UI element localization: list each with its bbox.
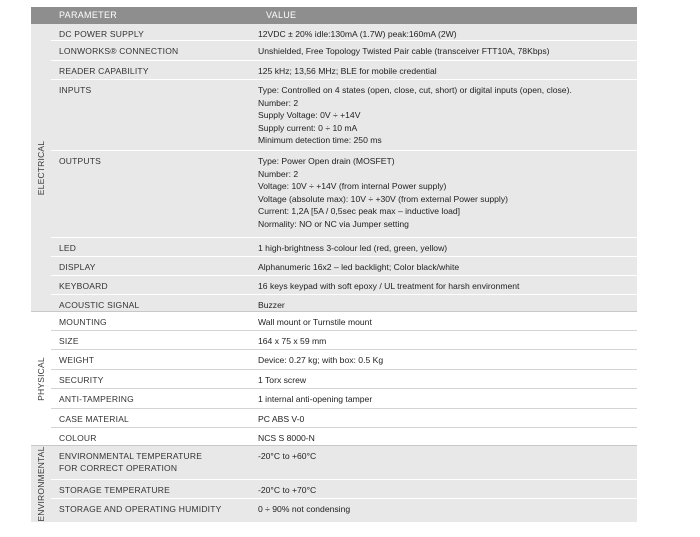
table-row [51,427,637,445]
value-line: Type: Controlled on 4 states (open, close, cut, short) or digital inputs (open, close). [258,85,572,95]
param-name: DISPLAY [59,262,96,272]
param-name: WEIGHT [59,355,95,365]
param-name: CASE MATERIAL [59,414,129,424]
table-header [31,7,637,24]
param-value [258,41,637,60]
value-line: 125 kHz; 13,56 MHz; BLE for mobile credential [258,66,437,76]
table-row [51,237,637,256]
param-value [258,257,637,275]
value-line: Normality: NO or NC via Jumper setting [258,218,409,229]
value-line: 1 high-brightness 3-colour led (red, green, yellow) [258,243,448,253]
value-line: 16 keys keypad with soft epoxy / UL treatment for harsh environment [258,281,520,291]
spec-table [31,7,637,522]
value-line: Wall mount or Turnstile mount [258,317,372,327]
param-name: ANTI-TAMPERING [59,394,134,404]
param-value [258,428,637,445]
value-line: 0 ÷ 90% not condensing [258,504,351,514]
value-line: Minimum detection time: 250 ms [258,135,382,145]
section-environmental [31,445,637,522]
value-line: PC ABS V-0 [258,414,305,424]
param-name: SIZE [59,336,79,346]
param-value [258,312,637,330]
value-line: Buzzer [258,300,285,310]
table-row [51,479,637,498]
table-row [51,275,637,294]
section-label-box [31,446,51,522]
value-line: Current: 1,2A [5A / 0,5sec peak max – inductive load] [258,206,461,216]
value-line: Alphanumeric 16x2 – led backlight; Color black/white [258,262,460,272]
param-name: COLOUR [59,433,97,443]
value-line: Unshielded, Free Topology Twisted Pair cable (transceiver FTT10A, 78Kbps) [258,46,550,56]
value-line: 164 x 75 x 59 mm [258,336,327,346]
param-value [258,151,637,237]
table-row [51,150,637,237]
table-row [51,60,637,79]
param-name: OUTPUTS [59,156,102,166]
table-row [51,79,637,150]
param-value [258,295,637,311]
param-name: INPUTS [59,85,92,95]
value-line: Voltage (absolute max): 10V ÷ +30V (from external Power supply) [258,193,508,204]
section-label: ENVIRONMENTAL [36,446,46,522]
value-line: Voltage: 10V ÷ +14V (from internal Power supply) [258,181,447,191]
value-line: -20°C to +60°C [258,451,317,461]
param-name: STORAGE TEMPERATURE [59,485,171,495]
param-value [258,276,637,294]
table-row [51,256,637,275]
table-row [51,330,637,349]
section-label: ELECTRICAL [36,140,46,195]
value-line: 12VDC ± 20% idle:130mA (1.7W) peak:160mA (2W) [258,29,457,39]
value-line: 1 internal anti-opening tamper [258,394,373,404]
param-value [258,331,637,349]
section-label-box [31,312,51,445]
header-parameter: PARAMETER [59,10,118,20]
value-line: -20°C to +70°C [258,485,317,495]
param-value [258,409,637,427]
value-line: 1 Torx screw [258,375,307,385]
value-line: Device: 0.27 kg; with box: 0.5 Kg [258,355,384,365]
param-value [258,446,637,479]
param-value [258,350,637,369]
section-electrical [31,24,637,311]
param-value [258,80,637,150]
table-row [51,349,637,369]
header-value: VALUE [266,10,297,20]
param-value [258,24,637,40]
param-name: KEYBOARD [59,281,108,291]
param-value [258,499,637,522]
section-physical [31,311,637,445]
section-label-box [31,24,51,311]
param-value [258,480,637,498]
value-line: NCS S 8000-N [258,433,315,443]
param-name: DC POWER SUPPLY [59,29,145,39]
table-row [51,498,637,522]
value-line: Number: 2 [258,168,299,179]
param-name: ACOUSTIC SIGNAL [59,300,140,310]
table-row [51,294,637,311]
param-value [258,370,637,388]
param-name: READER CAPABILITY [59,66,149,76]
value-line: Number: 2 [258,97,299,108]
param-value [258,389,637,408]
table-body [31,24,637,522]
param-name: LONWORKS® CONNECTION [59,46,179,56]
table-row [51,388,637,408]
table-row [51,312,637,330]
section-label: PHYSICAL [36,356,46,401]
table-row [51,40,637,60]
table-row [51,408,637,427]
param-name: MOUNTING [59,317,107,327]
param-name: STORAGE AND OPERATING HUMIDITY [59,504,222,514]
param-value [258,238,637,256]
value-line: Type: Power Open drain (MOSFET) [258,156,395,166]
table-row [51,369,637,388]
table-row [51,446,637,479]
param-name: SECURITY [59,375,104,385]
table-row [51,24,637,40]
param-name: LED [59,243,77,253]
value-line: Supply Voltage: 0V ÷ +14V [258,110,361,120]
value-line: Supply current: 0 ÷ 10 mA [258,122,358,133]
param-value [258,61,637,79]
param-name: ENVIRONMENTAL TEMPERATURE FOR CORRECT OPERATION [59,451,203,473]
